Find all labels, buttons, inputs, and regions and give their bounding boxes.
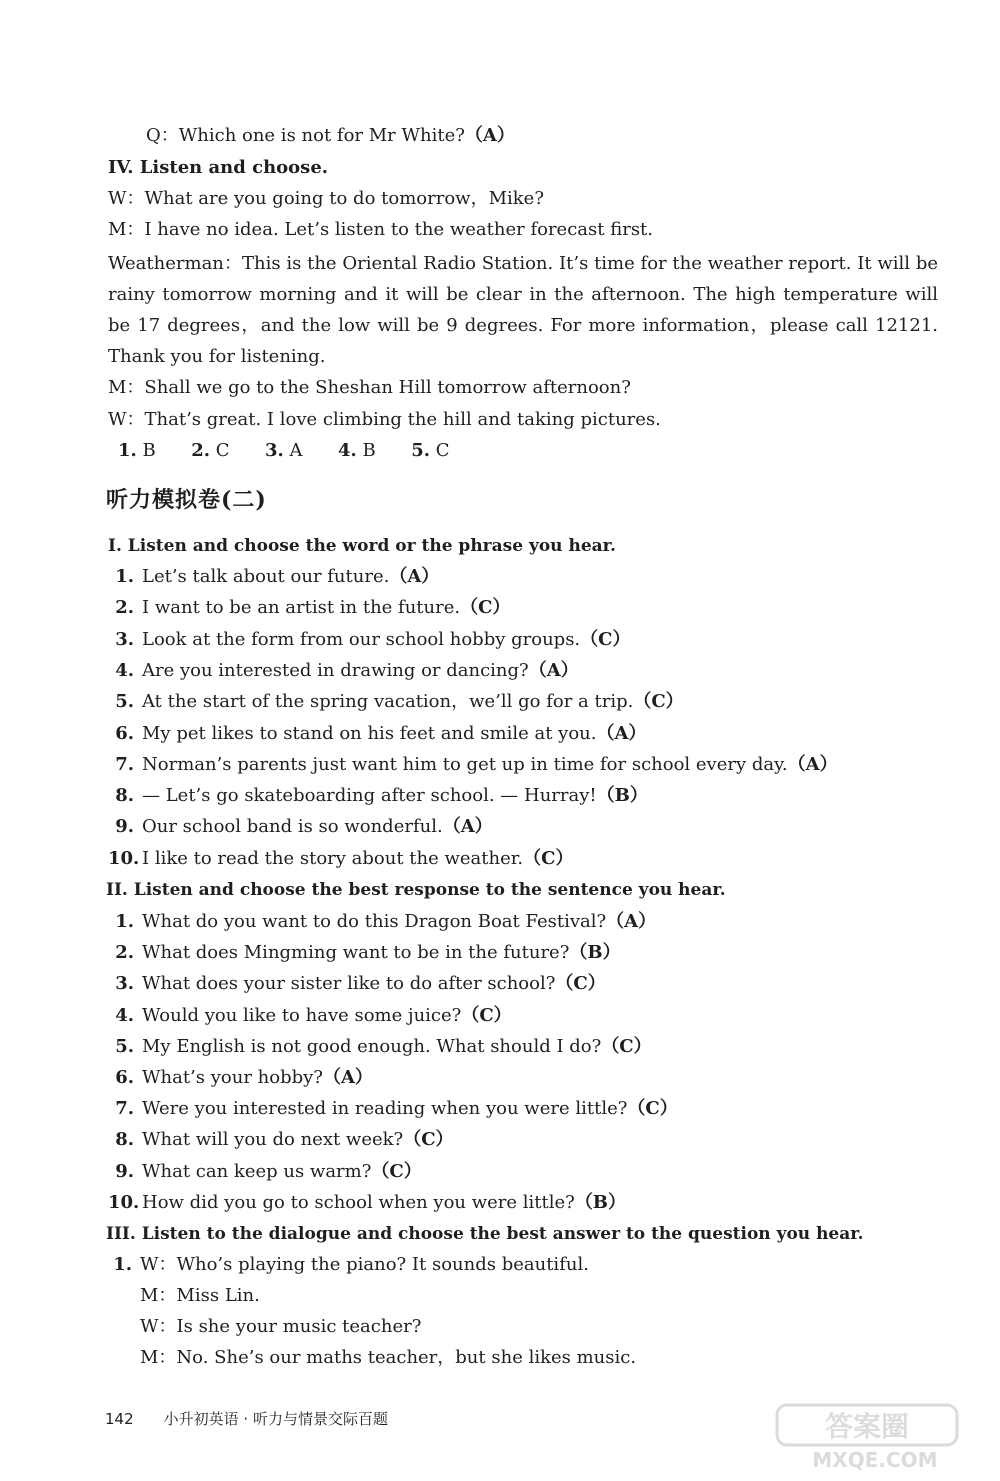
question-item xyxy=(108,1035,652,1059)
item-text: Our school band is so wonderful. xyxy=(142,816,443,838)
question-item xyxy=(108,1128,454,1152)
dialogue-line: M：I have no idea. Let’s listen to the weather forecast first. xyxy=(108,219,654,240)
question-item xyxy=(108,941,621,965)
answer-key: （C） xyxy=(555,973,606,995)
question-item xyxy=(108,910,656,934)
item-text: How did you go to school when you were little? xyxy=(142,1191,575,1213)
item-text: — Let’s go skateboarding after school. — Hurray! xyxy=(142,785,597,807)
answer-key: （C） xyxy=(633,691,684,713)
item-number: 2. xyxy=(115,597,134,619)
item-text: What does your sister like to do after school? xyxy=(142,973,556,995)
item-number: 10. xyxy=(108,1191,140,1213)
item-text: What does Mingming want to be in the future? xyxy=(142,942,570,964)
item-number: 8. xyxy=(115,1129,134,1151)
item-number: 2. xyxy=(115,942,134,964)
question-item xyxy=(108,815,493,839)
dialogue-item xyxy=(106,1253,589,1277)
item-text: What can keep us warm? xyxy=(142,1160,372,1182)
page-title: 听力模拟卷(二) xyxy=(106,487,267,513)
item-number: 8. xyxy=(115,785,134,807)
answer-key: （C） xyxy=(523,847,574,869)
answer-value: C xyxy=(435,440,450,461)
question-item xyxy=(108,628,630,652)
watermark-logo-text: 答案圈 xyxy=(824,1410,910,1443)
answer-value: A xyxy=(289,440,303,461)
item-text: Would you like to have some juice? xyxy=(142,1004,462,1026)
dialogue-line: M：No. She’s our maths teacher，but she likes music. xyxy=(140,1347,637,1368)
answer-key: （C） xyxy=(403,1129,454,1151)
item-number: 3. xyxy=(115,973,134,995)
item-text: What do you want to do this Dragon Boat Festival? xyxy=(142,911,607,932)
answer-key: （A） xyxy=(442,816,493,838)
item-number: 1. xyxy=(115,911,134,932)
question-item xyxy=(108,1160,422,1184)
question-line: Q：Which one is not for Mr White?（A） xyxy=(146,125,515,146)
dialogue-line: M：Shall we go to the Sheshan Hill tomorrow afternoon? xyxy=(108,377,631,398)
question-item xyxy=(108,565,439,589)
item-text: What will you do next week? xyxy=(142,1129,404,1151)
item-text: What’s your hobby? xyxy=(142,1067,323,1088)
question-item xyxy=(108,1191,626,1215)
answer-key: （A） xyxy=(322,1067,373,1088)
question-item xyxy=(108,784,648,808)
item-text: My English is not good enough. What should I do? xyxy=(142,1035,602,1057)
answer-number: 2. xyxy=(191,440,211,461)
answer-key: （C） xyxy=(371,1160,422,1182)
answer-value: C xyxy=(215,440,230,461)
section-heading-iv: IV. Listen and choose. xyxy=(108,157,329,178)
answer-number: 4. xyxy=(338,440,357,461)
answer-key: （C） xyxy=(580,628,631,650)
item-number: 9. xyxy=(115,1160,134,1182)
answer-value: B xyxy=(142,440,156,461)
section-heading-ii: II. Listen and choose the best response to the sentence you hear. xyxy=(106,880,726,900)
watermark-logo xyxy=(757,1401,992,1471)
item-text: My pet likes to stand on his feet and smile at you. xyxy=(142,722,597,744)
item-number: 5. xyxy=(115,1035,134,1057)
item-number: 6. xyxy=(115,1067,134,1088)
section-heading-iii: III. Listen to the dialogue and choose the best answer to the question you hear. xyxy=(106,1224,864,1244)
item-text: Norman’s parents just want him to get up in time for school every day. xyxy=(142,753,788,775)
dialogue-line: W：Who’s playing the piano? It sounds beautiful. xyxy=(140,1254,589,1275)
answer-number: 1. xyxy=(118,440,137,461)
item-text: Look at the form from our school hobby groups. xyxy=(142,628,581,650)
item-number: 9. xyxy=(115,816,134,838)
answer-number: 5. xyxy=(411,440,431,461)
item-number: 1. xyxy=(113,1254,132,1275)
answer-key: （B） xyxy=(569,942,621,964)
section-heading-i: I. Listen and choose the word or the phrase you hear. xyxy=(108,536,616,556)
item-number: 4. xyxy=(115,1004,134,1026)
question-item xyxy=(108,722,646,746)
weather-report-paragraph: Weatherman：This is the Oriental Radio Station. It’s time for the weather report. It will be rainy tomorrow morning and it will be clear in the afternoon. The high temperature will be 17 degrees，and the low will be 9 degrees. For more information，please call 12121. Thank you for listening. xyxy=(108,253,938,367)
question-item xyxy=(108,847,573,871)
question-item xyxy=(108,690,684,714)
answer-key: （A） xyxy=(389,566,440,587)
answer-key: （A） xyxy=(596,722,647,744)
item-number: 7. xyxy=(115,1098,134,1120)
answer-key: （A） xyxy=(606,911,657,932)
page-number: 142 xyxy=(105,1410,134,1428)
question-item xyxy=(108,596,510,620)
item-number: 4. xyxy=(115,659,134,681)
item-number: 10. xyxy=(108,847,140,869)
question-item xyxy=(108,1097,678,1121)
item-number: 5. xyxy=(115,691,134,713)
answer-number: 3. xyxy=(265,440,284,461)
question-item xyxy=(108,659,579,683)
item-text: Were you interested in reading when you were little? xyxy=(142,1098,628,1120)
book-title: 小升初英语 · 听力与情景交际百题 xyxy=(163,1410,388,1428)
item-text: Are you interested in drawing or dancing? xyxy=(142,659,529,681)
item-number: 3. xyxy=(115,628,134,650)
item-number: 6. xyxy=(115,722,134,744)
item-number: 7. xyxy=(115,753,134,775)
item-number: 1. xyxy=(115,566,134,587)
dialogue-line: W：That’s great. I love climbing the hill and taking pictures. xyxy=(108,409,661,430)
item-text: I want to be an artist in the future. xyxy=(142,597,461,619)
dialogue-line: M：Miss Lin. xyxy=(140,1285,260,1306)
answer-key: （B） xyxy=(574,1191,627,1213)
dialogue-line: W：What are you going to do tomorrow，Mike? xyxy=(108,188,544,209)
question-item xyxy=(108,1066,373,1090)
question-item xyxy=(108,972,606,996)
answer-key: （A） xyxy=(464,125,515,146)
answer-value: B xyxy=(362,440,376,461)
question-item xyxy=(108,753,838,777)
item-text: I like to read the story about the weather. xyxy=(142,847,524,869)
item-text: Let’s talk about our future. xyxy=(142,566,390,587)
dialogue-line: W：Is she your music teacher? xyxy=(140,1316,422,1337)
watermark-site: MXQE.COM xyxy=(812,1448,938,1471)
answer-key: （A） xyxy=(528,659,579,681)
answer-key: （C） xyxy=(461,1004,512,1026)
question-item xyxy=(108,1004,512,1028)
answer-key: （C） xyxy=(460,597,511,619)
answer-key: （C） xyxy=(627,1098,678,1120)
answer-row xyxy=(118,439,450,463)
answer-key: （B） xyxy=(596,785,648,807)
answer-key: （A） xyxy=(787,753,838,775)
page-footer xyxy=(105,1408,388,1429)
answer-key: （C） xyxy=(601,1035,652,1057)
item-text: At the start of the spring vacation，we’ll go for a trip. xyxy=(142,691,634,713)
